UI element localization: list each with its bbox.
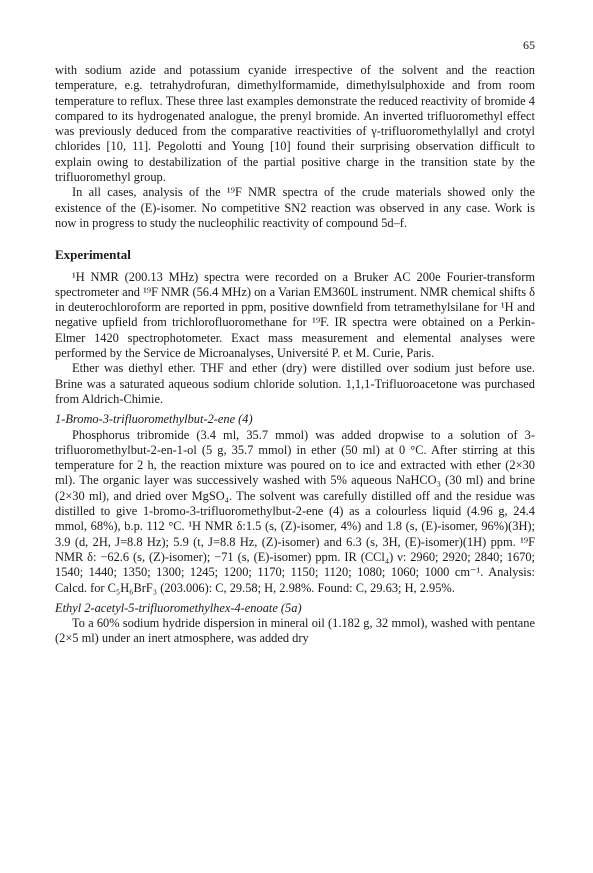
subheading-compound-5a: Ethyl 2-acetyl-5-trifluoromethylhex-4-enoate (5a) [55,600,302,615]
page-number: 65 [523,38,535,52]
paragraph-instruments: ¹H NMR (200.13 MHz) spectra were recorded on a Bruker AC 200e Fourier-transform spectrometer and ¹⁹F NMR (56.4 MHz) on a Varian EM360L instrument. NMR chemical shifts δ in deuterochloroform are reported in ppm, positive downfield from tetramethylsilane for ¹H and negative upfield from trichlorofluoromethane for ¹⁹F. IR spectra were obtained on a Perkin-Elmer 1420 spectrophotometer. Exact mass measurement and elemental analyses were performed by the Service de Microanalyses, Université P. et M. Curie, Paris. [55,269,535,361]
subheading-compound-4: 1-Bromo-3-trifluoromethylbut-2-ene (4) [55,412,253,427]
body-text [55,63,535,647]
paragraph-solvents: Ether was diethyl ether. THF and ether (dry) were distilled over sodium just before use. Brine was a saturated aqueous sodium chloride solution. 1,1,1-Trifluoroacetone was purchased from Aldrich-Chimie. [55,361,535,406]
paragraph-compound-4-procedure: Phosphorus tribromide (3.4 ml, 35.7 mmol) was added dropwise to a solution of 3-trifluoromethylbut-2-en-1-ol (5 g, 35.7 mmol) in ether (50 ml) at 0 °C. After stirring at this temperature for 2 h, the reaction mixture was poured on to ice and extracted with ether (2×30 ml). The organic layer was successively washed with 5% aqueous NaHCO₃ (30 ml) and brine (2×30 ml), and dried over MgSO₄. The solvent was carefully distilled off and the residue was distilled to give 1-bromo-3-trifluoromethylbut-2-ene (4) as a colourless liquid (4.96 g, 24.4 mmol, 68%), b.p. 112 °C. ¹H NMR δ:1.5 (s, (Z)-isomer, 4%) and 1.8 (s, (E)-isomer, 96%)(3H); 3.9 (d, 2H, J=8.8 Hz); 5.9 (t, J=8.8 Hz, (Z)-isomer) and 6.3 (s, 3H, (E)-isomer)(1H) ppm. ¹⁹F NMR δ: −62.6 (s, (Z)-isomer); −71 (s, (E)-isomer) ppm. IR (CCl₄) ν: 2960; 2920; 2840; 1670; 1540; 1440; 1350; 1300; 1245; 1200; 1170; 1150; 1120; 1080; 1060; 1000 cm⁻¹. Analysis: Calcd. for C₅H₆BrF₃ (203.006): C, 29.58; H, 2.98%. Found: C, 29.63; H, 2.95%. [55,427,535,595]
paragraph-compound-5a-procedure: To a 60% sodium hydride dispersion in mineral oil (1.182 g, 32 mmol), washed with pentane (2×5 ml) under an inert atmosphere, was added dry [55,616,535,646]
section-heading-experimental: Experimental [55,247,131,263]
paragraph-continuation: with sodium azide and potassium cyanide irrespective of the solvent and the reaction temperature, e.g. tetrahydrofuran, dimethylformamide, dimethylsulphoxide and from room temperature to reflux. These three last examples demonstrate the reduced reactivity of bromide 4 compared to its hydrogenated analogue, the prenyl bromide. An inverted trifluoromethyl effect was previously deduced from the comparative reactivities of γ-trifluoromethylallyl and crotyl chlorides [10, 11]. Pegolotti and Young [10] found their surprising observation difficult to explain owing to destabilization of the partial positive charge in the transition state by the trifluoromethyl group. [55,63,535,185]
paragraph-isomer-analysis: In all cases, analysis of the ¹⁹F NMR spectra of the crude materials showed only the existence of the (E)-isomer. No competitive SN2 reaction was observed in any case. Work is now in progress to study the nucleophilic reactivity of compound 5d–f. [55,185,535,230]
